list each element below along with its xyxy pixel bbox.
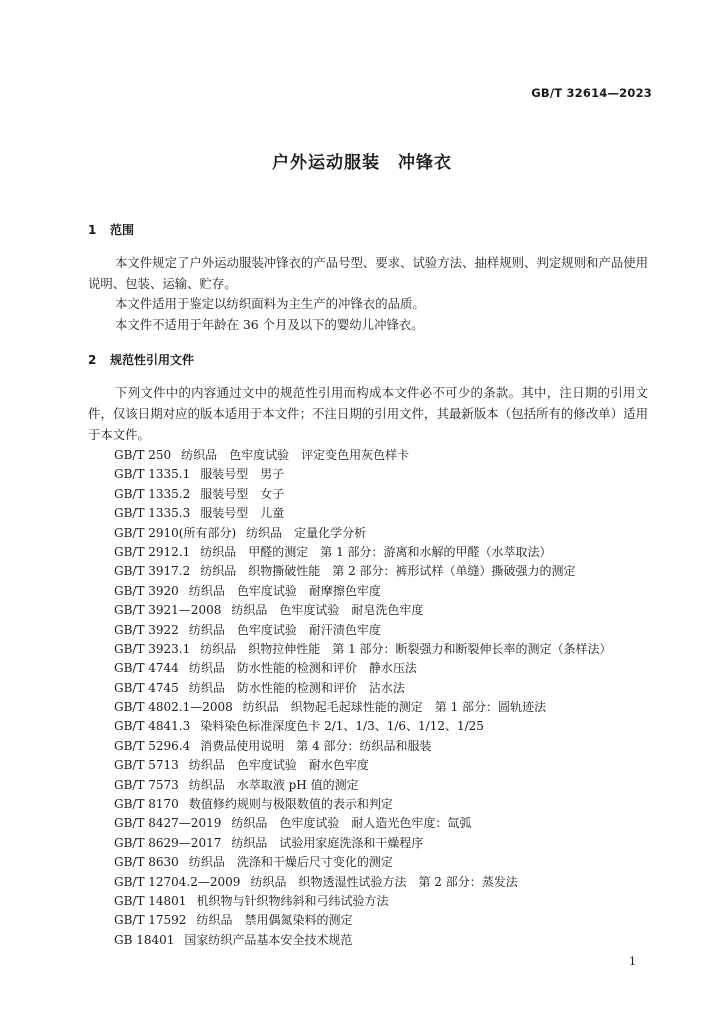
- reference-code: GB 18401: [114, 932, 175, 947]
- section-number: 1: [88, 223, 97, 237]
- reference-title: 纺织品 防水性能的检测和评价 沾水法: [188, 680, 405, 695]
- reference-item: [114, 659, 612, 678]
- reference-item: [114, 679, 612, 698]
- reference-code: GB/T 4802.1—2008: [114, 700, 233, 715]
- reference-code: GB/T 5713: [114, 758, 179, 773]
- reference-item: [114, 717, 612, 736]
- reference-title: 纺织品 禁用偶氮染料的测定: [196, 913, 353, 928]
- reference-title: 数值修约规则与极限数值的表示和判定: [188, 797, 393, 812]
- reference-item: [114, 485, 612, 504]
- reference-code: GB/T 17592: [114, 913, 187, 928]
- reference-code: GB/T 250: [114, 448, 172, 462]
- reference-item: [114, 776, 612, 795]
- reference-code: GB/T 4745: [114, 680, 179, 695]
- reference-item: [114, 446, 612, 465]
- page-number: 1: [629, 955, 636, 968]
- document-title: 户外运动服装 冲锋衣: [272, 153, 452, 173]
- reference-code: GB/T 8170: [114, 797, 179, 812]
- reference-title: 纺织品 防水性能的检测和评价 静水压法: [188, 661, 417, 676]
- reference-item: [114, 853, 612, 872]
- reference-title: 消费品使用说明 第 4 部分：纺织品和服装: [200, 738, 432, 753]
- scope-paragraph: 本文件适用于鉴定以纺织面料为主生产的冲锋衣的品质。: [115, 296, 425, 311]
- reference-title: 纺织品 水萃取液 pH 值的测定: [188, 777, 359, 792]
- reference-title: 纺织品 织物起毛起球性能的测定 第 1 部分：圆轨迹法: [242, 700, 547, 715]
- reference-item: [114, 504, 612, 523]
- reference-code: GB/T 4744: [114, 661, 179, 676]
- reference-title: 纺织品 色牢度试验 耐皂洗色牢度: [231, 603, 424, 618]
- reference-code: GB/T 4841.3: [114, 719, 191, 734]
- reference-item: [114, 756, 612, 775]
- reference-code: GB/T 8427—2019: [114, 816, 222, 831]
- section-heading-scope: [88, 221, 134, 238]
- reference-title: 服装号型 儿童: [200, 506, 285, 521]
- section-title: 规范性引用文件: [110, 353, 195, 367]
- reference-title: 纺织品 甲醛的测定 第 1 部分：游离和水解的甲醛（水萃取法）: [200, 544, 552, 559]
- reference-title: 纺织品 织物拉伸性能 第 1 部分：断裂强力和断裂伸长率的测定（条样法）: [200, 641, 612, 656]
- reference-item: [114, 814, 612, 833]
- reference-code: GB/T 8630: [114, 855, 179, 870]
- reference-item: [114, 892, 612, 911]
- reference-item: [114, 465, 612, 484]
- reference-code: GB/T 3922: [114, 622, 179, 637]
- standard-code: GB/T 32614—2023: [531, 86, 652, 100]
- reference-item: [114, 621, 612, 640]
- reference-code: GB/T 3921—2008: [114, 603, 222, 618]
- reference-item: [114, 562, 612, 581]
- reference-code: GB/T 2912.1: [114, 544, 191, 559]
- reference-item: [114, 582, 612, 601]
- reference-item: [114, 834, 612, 853]
- reference-title: 纺织品 试验用家庭洗涤和干燥程序: [231, 835, 424, 850]
- reference-code: GB/T 5296.4: [114, 738, 191, 753]
- reference-code: GB/T 7573: [114, 777, 179, 792]
- reference-title: 纺织品 色牢度试验 耐汗渍色牢度: [188, 622, 381, 637]
- reference-item: [114, 640, 612, 659]
- reference-item: [114, 601, 612, 620]
- section-heading-normative-references: [88, 351, 194, 368]
- references-intro-paragraph: 下列文件中的内容通过文中的规范性引用而构成本文件必不可少的条款。其中，注日期的引用文件，仅该日期对应的版本适用于本文件；不注日期的引用文件，其最新版本（包括所有的修改单）适用于本文件。: [88, 385, 648, 442]
- reference-title: 纺织品 色牢度试验 评定变色用灰色样卡: [181, 448, 410, 462]
- reference-item: [114, 737, 612, 756]
- reference-code: GB/T 1335.3: [114, 506, 191, 521]
- reference-code: GB/T 3917.2: [114, 564, 191, 579]
- reference-title: 服装号型 男子: [200, 467, 285, 482]
- reference-code: GB/T 3923.1: [114, 641, 191, 656]
- reference-item: [114, 524, 612, 543]
- reference-item: [114, 543, 612, 562]
- reference-title: 纺织品 定量化学分析: [246, 525, 367, 540]
- reference-item: [114, 931, 612, 950]
- reference-list: [114, 446, 612, 950]
- reference-title: 机织物与针织物纬斜和弓纬试验方法: [196, 893, 389, 908]
- reference-code: GB/T 8629—2017: [114, 835, 222, 850]
- reference-item: [114, 698, 612, 717]
- reference-title: 纺织品 色牢度试验 耐人造光色牢度：氙弧: [231, 816, 472, 831]
- scope-paragraph: 本文件不适用于年龄在 36 个月及以下的婴幼儿冲锋衣。: [115, 317, 424, 332]
- reference-title: 染料染色标准深度色卡 2/1、1/3、1/6、1/12、1/25: [200, 719, 484, 734]
- reference-item: [114, 795, 612, 814]
- reference-code: GB/T 2910(所有部分): [114, 525, 237, 540]
- reference-title: 国家纺织产品基本安全技术规范: [184, 932, 353, 947]
- section-title: 范围: [110, 223, 135, 237]
- reference-item: [114, 911, 612, 930]
- reference-title: 纺织品 织物撕破性能 第 2 部分：裤形试样（单缝）撕破强力的测定: [200, 564, 576, 579]
- reference-item: [114, 873, 612, 892]
- reference-code: GB/T 1335.1: [114, 467, 191, 482]
- reference-code: GB/T 3920: [114, 583, 179, 598]
- reference-code: GB/T 12704.2—2009: [114, 874, 241, 889]
- reference-code: GB/T 1335.2: [114, 486, 191, 501]
- section-number: 2: [88, 353, 97, 367]
- reference-title: 纺织品 织物透湿性试验方法 第 2 部分：蒸发法: [250, 874, 518, 889]
- reference-code: GB/T 14801: [114, 893, 187, 908]
- reference-title: 纺织品 洗涤和干燥后尺寸变化的测定: [188, 855, 393, 870]
- reference-title: 纺织品 色牢度试验 耐摩擦色牢度: [188, 583, 381, 598]
- reference-title: 服装号型 女子: [200, 486, 285, 501]
- reference-title: 纺织品 色牢度试验 耐水色牢度: [188, 758, 369, 773]
- scope-paragraph: 本文件规定了户外运动服装冲锋衣的产品号型、要求、试验方法、抽样规则、判定规则和产品使用说明、包装、运输、贮存。: [88, 255, 648, 291]
